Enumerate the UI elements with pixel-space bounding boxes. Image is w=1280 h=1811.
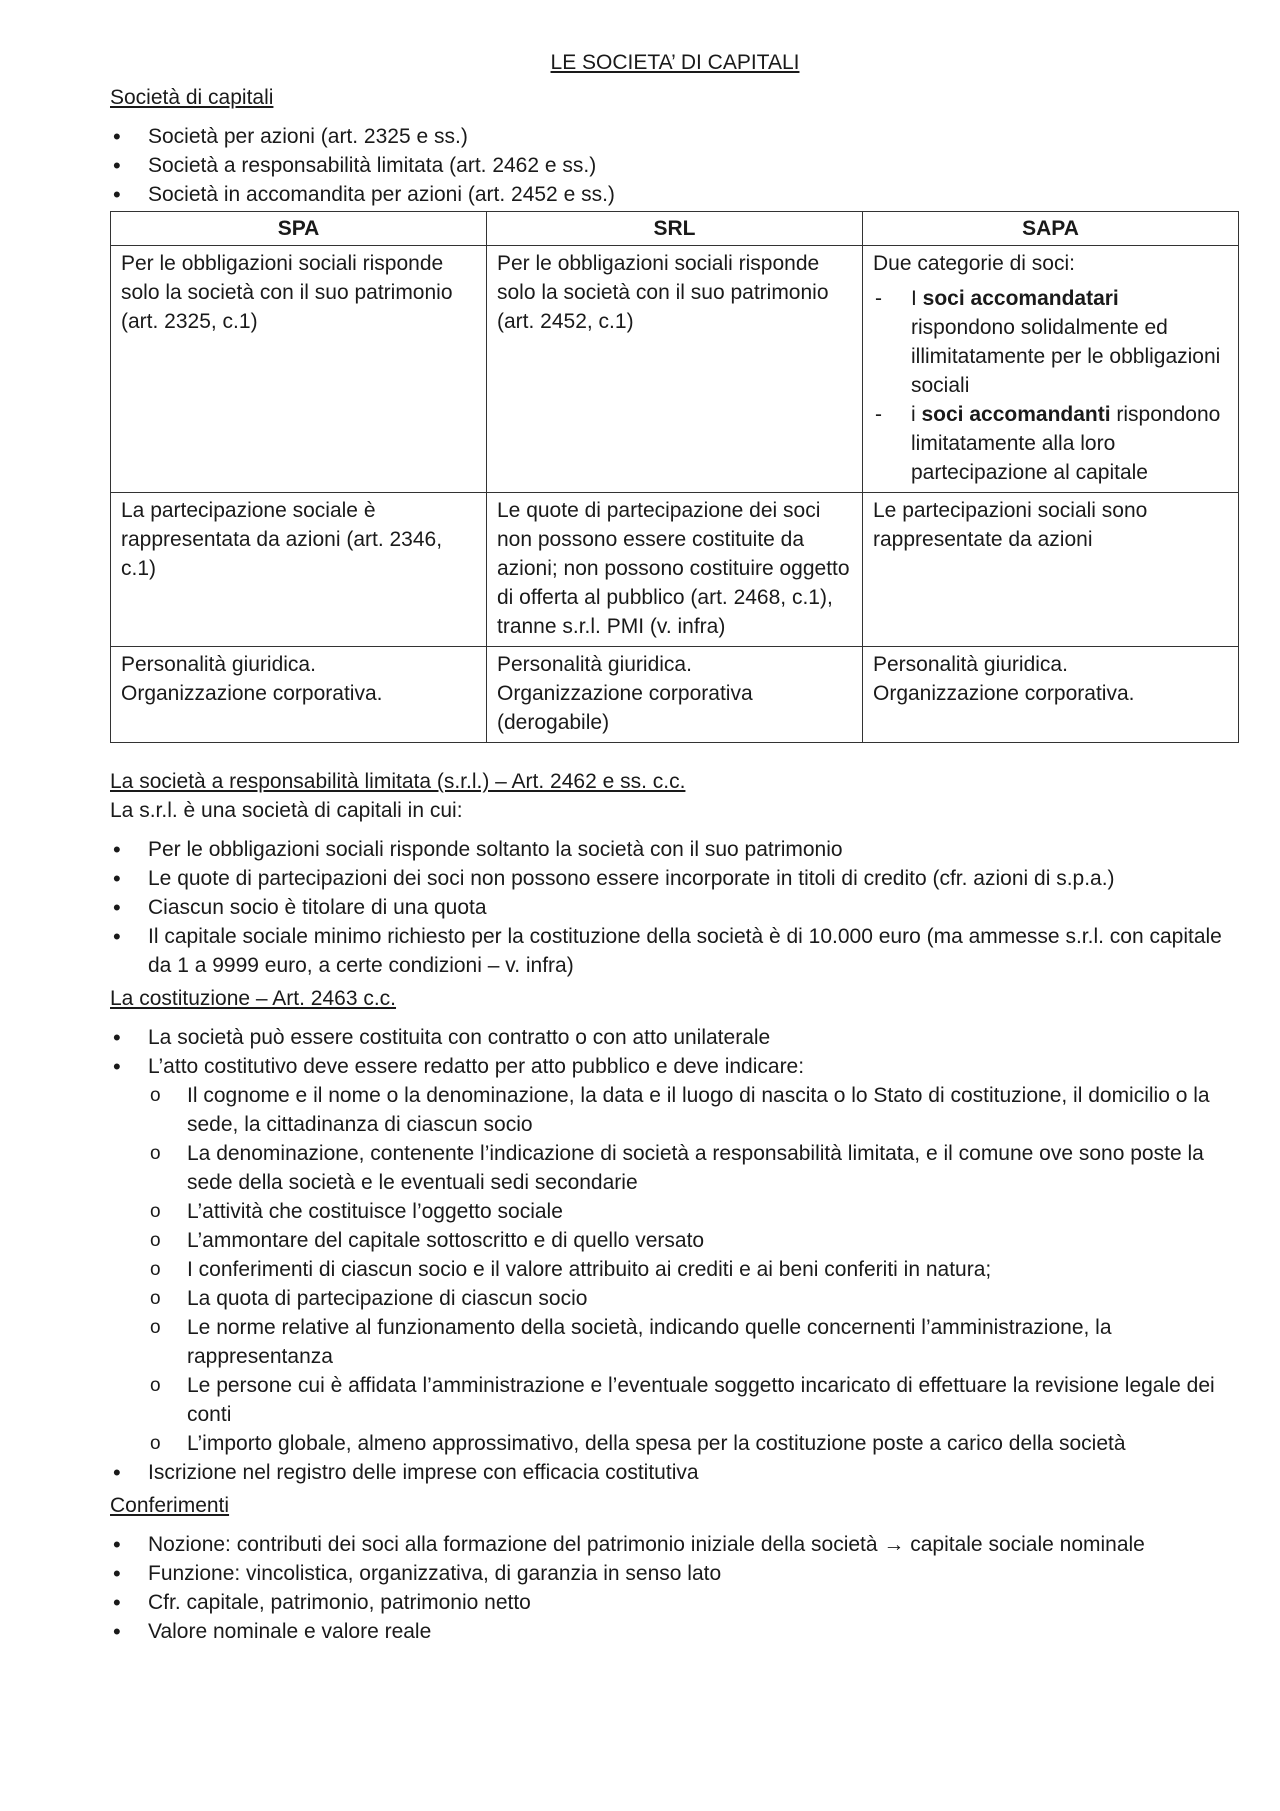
document-page — [110, 48, 1240, 1646]
company-types-list — [110, 122, 1240, 209]
cell-sapa-shares: Le partecipazioni sociali sono rappresentate da azioni — [863, 493, 1239, 647]
sapa-intro: Due categorie di soci: — [873, 252, 1075, 275]
sub-list-item: o La quota di partecipazione di ciascun socio — [110, 1284, 1240, 1313]
list-item: - I soci accomandatari rispondono solidalmente ed illimitatamente per le obbligazioni sociali — [873, 284, 1228, 400]
sapa-partner-list — [873, 284, 1228, 487]
sub-list-item: o L’ammontare del capitale sottoscritto e di quello versato — [110, 1226, 1240, 1255]
list-item: • Cfr. capitale, patrimonio, patrimonio netto — [110, 1588, 1240, 1617]
header-spa: SPA — [111, 212, 487, 246]
cell-sapa-liability — [863, 246, 1239, 493]
sub-list-item: o Le persone cui è affidata l’amministrazione e l’eventuale soggetto incaricato di effettuare la revisione legale dei conti — [110, 1371, 1240, 1429]
table-row — [111, 246, 1239, 493]
cell-srl-personality: Personalità giuridica. Organizzazione corporativa (derogabile) — [487, 647, 863, 743]
table-row — [111, 647, 1239, 743]
cell-srl-liability: Per le obbligazioni sociali risponde solo la società con il suo patrimonio (art. 2452, c.1) — [487, 246, 863, 493]
cell-spa-personality: Personalità giuridica. Organizzazione corporativa. — [111, 647, 487, 743]
list-item: • Il capitale sociale minimo richiesto per la costituzione della società è di 10.000 euro (ma ammesse s.r.l. con capitale da 1 a 9999 euro, a certe condizioni – v. infra) — [110, 922, 1240, 980]
costituzione-list — [110, 1023, 1240, 1487]
header-sapa: SAPA — [863, 212, 1239, 246]
list-item: • L’atto costitutivo deve essere redatto per atto pubblico e deve indicare: o Il cognome e il nome o la denominazione, la data e il luogo di nascita o lo Stato di costituzione, il domicilio o la sede, la cittadinanza di ciascun socio o La denominazione, contenente l’indicazione di società a responsabilità limitata, e il comune ove sono poste la sede della società e le eventuali sedi secondarie o L’attività che costituisce l’oggetto sociale o L’ammontare del capitale sottoscritto e di quello versato o I conferimenti di ciascun socio e il valore attribuito ai crediti e ai beni conferiti in natura; o La quota di partecipazione di ciascun socio o Le norme relative al funzionamento della società, indicando quelle concernenti l’amministrazione, la rappresentanza o Le persone cui è affidata l’amministrazione e l’eventuale soggetto incaricato di effettuare la revisione legale dei conti o L’importo globale, almeno approssimativo, della spesa per la costituzione poste a carico della società — [110, 1052, 1240, 1458]
atto-costitutivo-sublist — [110, 1081, 1240, 1458]
srl-intro: La s.r.l. è una società di capitali in cui: — [110, 799, 463, 822]
sub-list-item: o L’attività che costituisce l’oggetto sociale — [110, 1197, 1240, 1226]
list-item: • Società a responsabilità limitata (art. 2462 e ss.) — [110, 151, 1240, 180]
sub-list-item: o Il cognome e il nome o la denominazione, la data e il luogo di nascita o lo Stato di costituzione, il domicilio o la sede, la cittadinanza di ciascun socio — [110, 1081, 1240, 1139]
srl-features-list — [110, 835, 1240, 980]
list-item: - i soci accomandanti rispondono limitatamente alla loro partecipazione al capitale — [873, 400, 1228, 487]
list-item: • Iscrizione nel registro delle imprese con efficacia costitutiva — [110, 1458, 1240, 1487]
list-item: • Nozione: contributi dei soci alla formazione del patrimonio iniziale della società → capitale sociale nominale — [110, 1530, 1240, 1559]
sub-list-item: o La denominazione, contenente l’indicazione di società a responsabilità limitata, e il comune ove sono poste la sede della società e le eventuali sedi secondarie — [110, 1139, 1240, 1197]
sub-list-item: o Le norme relative al funzionamento della società, indicando quelle concernenti l’amministrazione, la rappresentanza — [110, 1313, 1240, 1371]
conferimenti-list — [110, 1530, 1240, 1646]
section-heading-societa-capitali: Società di capitali — [110, 86, 274, 109]
document-title: LE SOCIETA’ DI CAPITALI — [550, 51, 800, 74]
list-item: • Società in accomandita per azioni (art. 2452 e ss.) — [110, 180, 1240, 209]
section-heading-conferimenti: Conferimenti — [110, 1494, 230, 1517]
sub-list-item: o L’importo globale, almeno approssimativo, della spesa per la costituzione poste a carico della società — [110, 1429, 1240, 1458]
table-row — [111, 493, 1239, 647]
list-item: • Ciascun socio è titolare di una quota — [110, 893, 1240, 922]
section-heading-srl: La società a responsabilità limitata (s.r.l.) – Art. 2462 e ss. c.c. — [110, 770, 686, 793]
cell-spa-liability: Per le obbligazioni sociali risponde solo la società con il suo patrimonio (art. 2325, c.1) — [111, 246, 487, 493]
table-header-row — [111, 212, 1239, 246]
header-srl: SRL — [487, 212, 863, 246]
list-item: • Valore nominale e valore reale — [110, 1617, 1240, 1646]
list-item: • Società per azioni (art. 2325 e ss.) — [110, 122, 1240, 151]
list-item: • Funzione: vincolistica, organizzativa, di garanzia in senso lato — [110, 1559, 1240, 1588]
section-heading-costituzione: La costituzione – Art. 2463 c.c. — [110, 987, 397, 1010]
cell-sapa-personality: Personalità giuridica. Organizzazione corporativa. — [863, 647, 1239, 743]
cell-srl-shares: Le quote di partecipazione dei soci non possono essere costituite da azioni; non possono costituire oggetto di offerta al pubblico (art. 2468, c.1), tranne s.r.l. PMI (v. infra) — [487, 493, 863, 647]
list-item: • Per le obbligazioni sociali risponde soltanto la società con il suo patrimonio — [110, 835, 1240, 864]
list-item: • Le quote di partecipazioni dei soci non possono essere incorporate in titoli di credito (cfr. azioni di s.p.a.) — [110, 864, 1240, 893]
sub-list-item: o I conferimenti di ciascun socio e il valore attribuito ai crediti e ai beni conferiti in natura; — [110, 1255, 1240, 1284]
comparison-table — [110, 211, 1239, 743]
cell-spa-shares: La partecipazione sociale è rappresentata da azioni (art. 2346, c.1) — [111, 493, 487, 647]
list-item: • La società può essere costituita con contratto o con atto unilaterale — [110, 1023, 1240, 1052]
